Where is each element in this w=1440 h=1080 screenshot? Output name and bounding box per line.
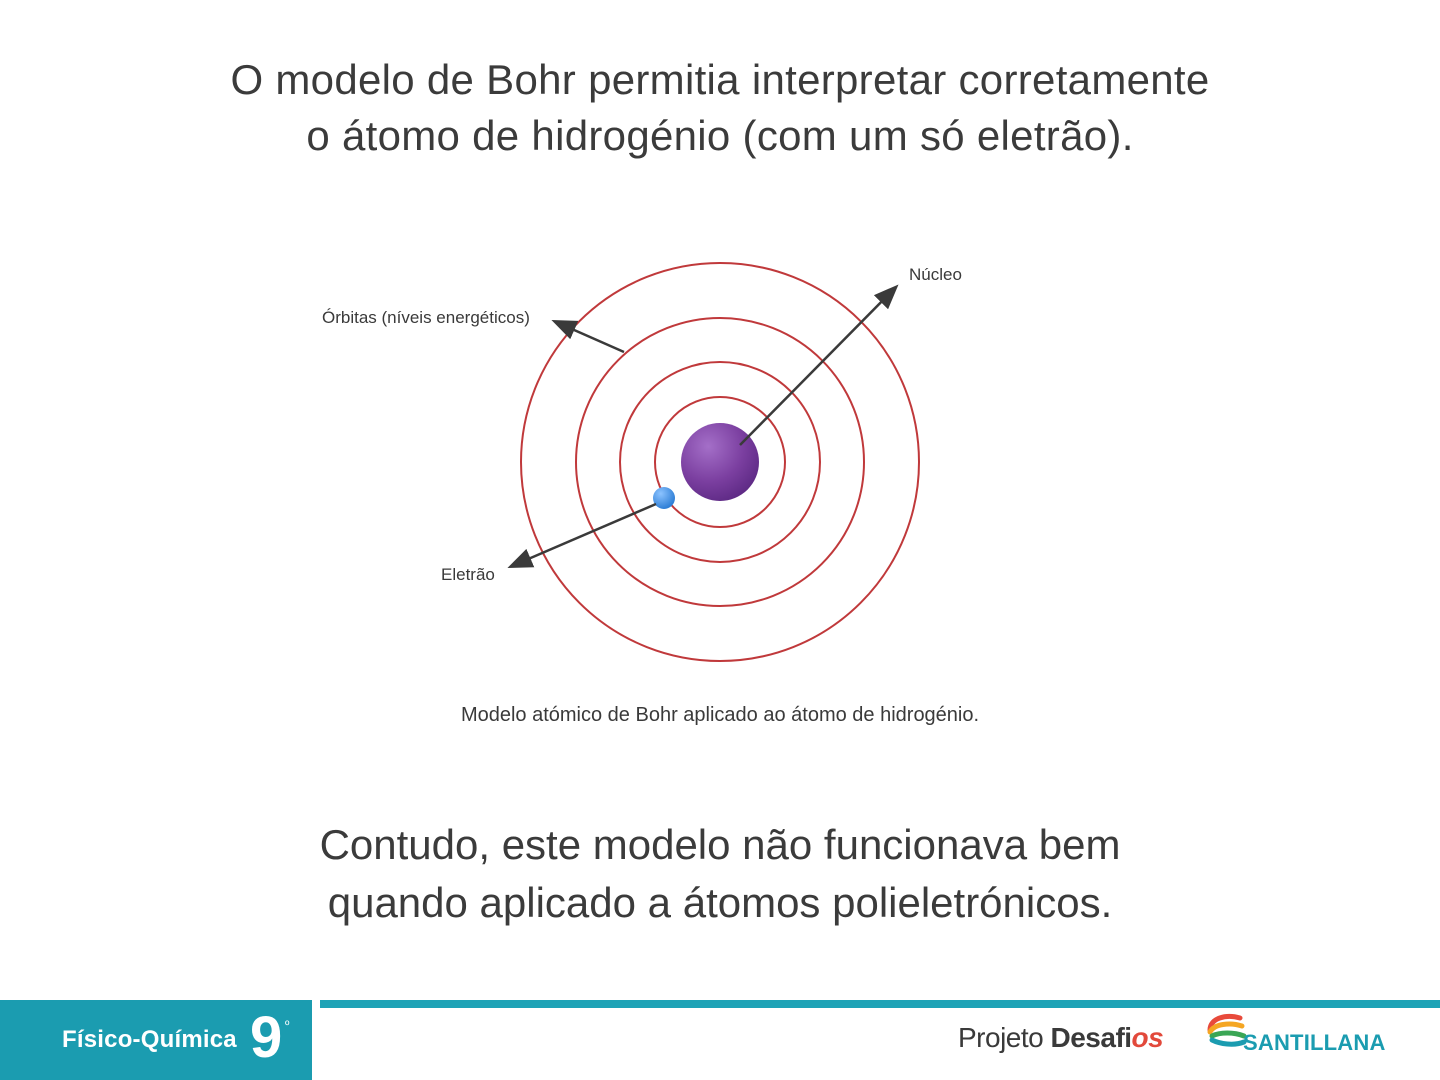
conclusion-text bbox=[0, 816, 1440, 932]
subject-name: Físico-Química bbox=[62, 1026, 237, 1053]
slide-title-line-1: O modelo de Bohr permitia interpretar corretamente bbox=[230, 56, 1210, 103]
conclusion-line-2: quando aplicado a átomos polieletrónicos. bbox=[327, 879, 1113, 926]
electron-label: Eletrão bbox=[441, 565, 495, 584]
santillana-brand: SANTILLANA bbox=[1243, 1030, 1386, 1055]
conclusion-line-1: Contudo, este modelo não funcionava bem bbox=[319, 821, 1121, 868]
project-prefix: Projeto bbox=[958, 1022, 1051, 1053]
nucleus-label: Núcleo bbox=[909, 265, 962, 284]
footer-subject-panel bbox=[0, 1000, 312, 1080]
slide-title-line-2: o átomo de hidrogénio (com um só eletrão). bbox=[306, 112, 1134, 159]
nucleus-arrow bbox=[740, 288, 895, 445]
electron-arrow bbox=[512, 504, 656, 566]
project-desafios-logo bbox=[958, 1022, 1163, 1054]
orbits-label: Órbitas (níveis energéticos) bbox=[322, 308, 530, 327]
electron bbox=[653, 487, 675, 509]
diagram-caption: Modelo atómico de Bohr aplicado ao átomo de hidrogénio. bbox=[460, 704, 980, 726]
grade-ordinal: º bbox=[285, 1018, 290, 1032]
project-name: Desafi bbox=[1050, 1022, 1132, 1053]
grade-number: 9 bbox=[250, 1005, 283, 1070]
project-suffix: os bbox=[1131, 1022, 1164, 1053]
nucleus bbox=[681, 423, 759, 501]
santillana-logo-icon bbox=[1204, 1010, 1248, 1050]
footer-divider bbox=[312, 1000, 320, 1080]
